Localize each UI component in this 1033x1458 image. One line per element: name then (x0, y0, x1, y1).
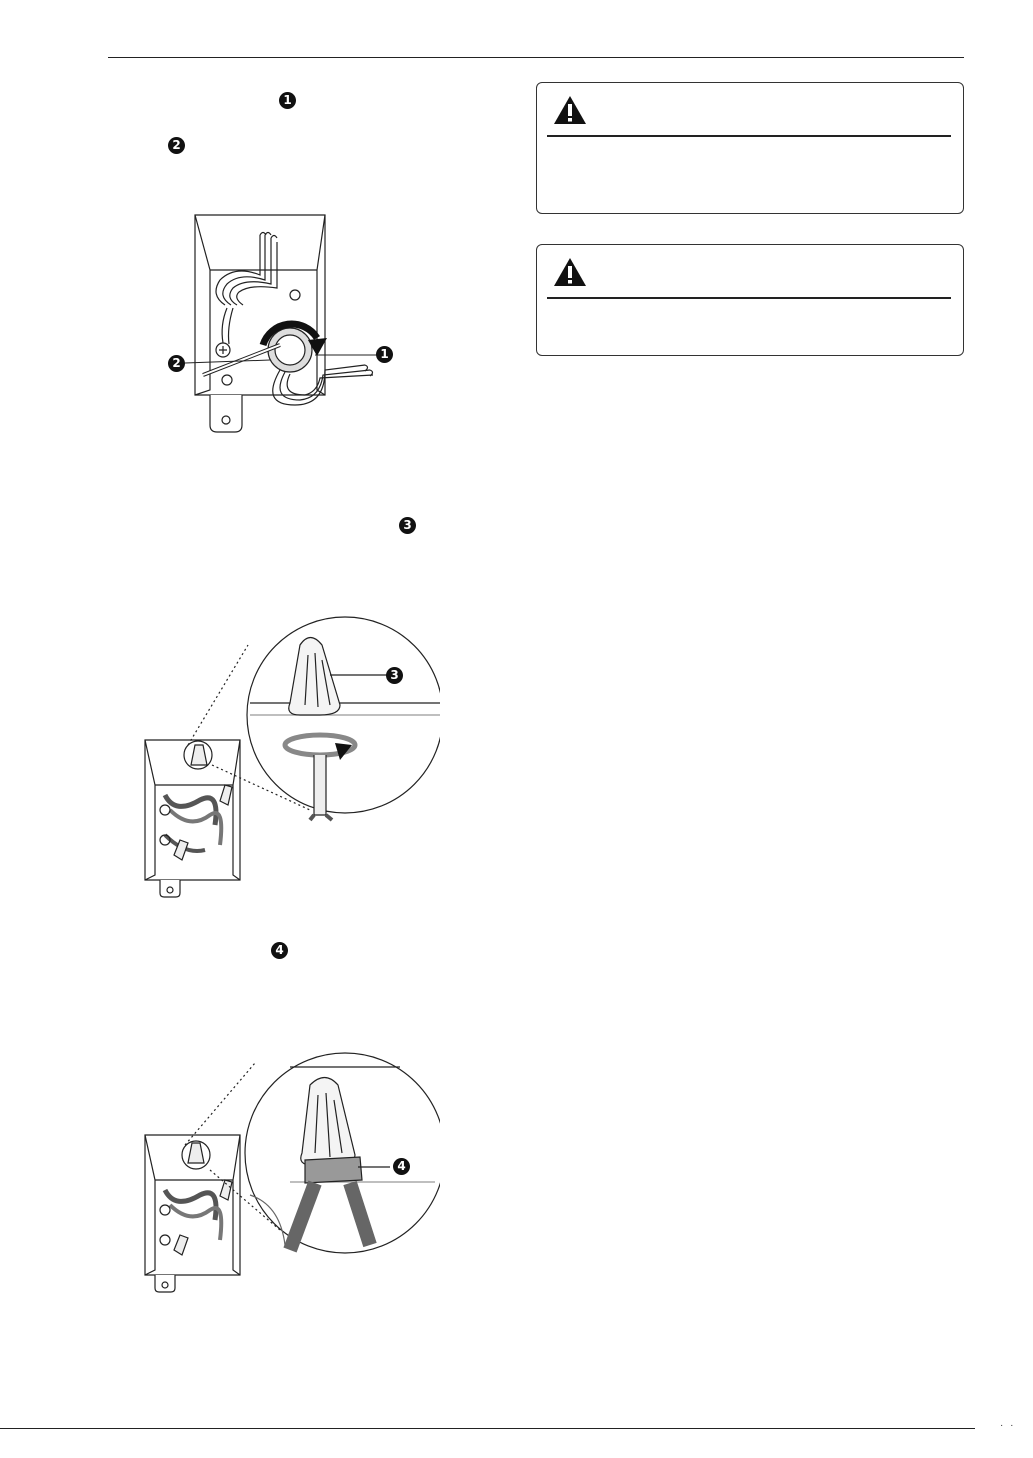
notice-rule (547, 297, 951, 299)
step2-callout-3: 3 (399, 517, 416, 534)
step3-callout-4: 4 (271, 942, 288, 959)
header-rule (108, 57, 964, 58)
fig3-callout-4: 4 (393, 1158, 410, 1175)
fig1-callout-2: 2 (168, 355, 185, 372)
step1-callout-1: 1 (279, 92, 296, 109)
warning-notice-2 (536, 244, 964, 356)
footer-marks: · · (1000, 1420, 1016, 1431)
fig2-callout-3: 3 (386, 667, 403, 684)
warning-notice-1 (536, 82, 964, 214)
notice-rule (547, 135, 951, 137)
figure-wire-nut (140, 615, 440, 900)
step1-callout-2: 2 (168, 137, 185, 154)
fig1-callout-1: 1 (376, 346, 393, 363)
footer-rule (0, 1428, 975, 1429)
warning-triangle-icon (553, 95, 587, 130)
warning-triangle-icon (553, 257, 587, 292)
figure-conduit-nut (165, 210, 415, 440)
